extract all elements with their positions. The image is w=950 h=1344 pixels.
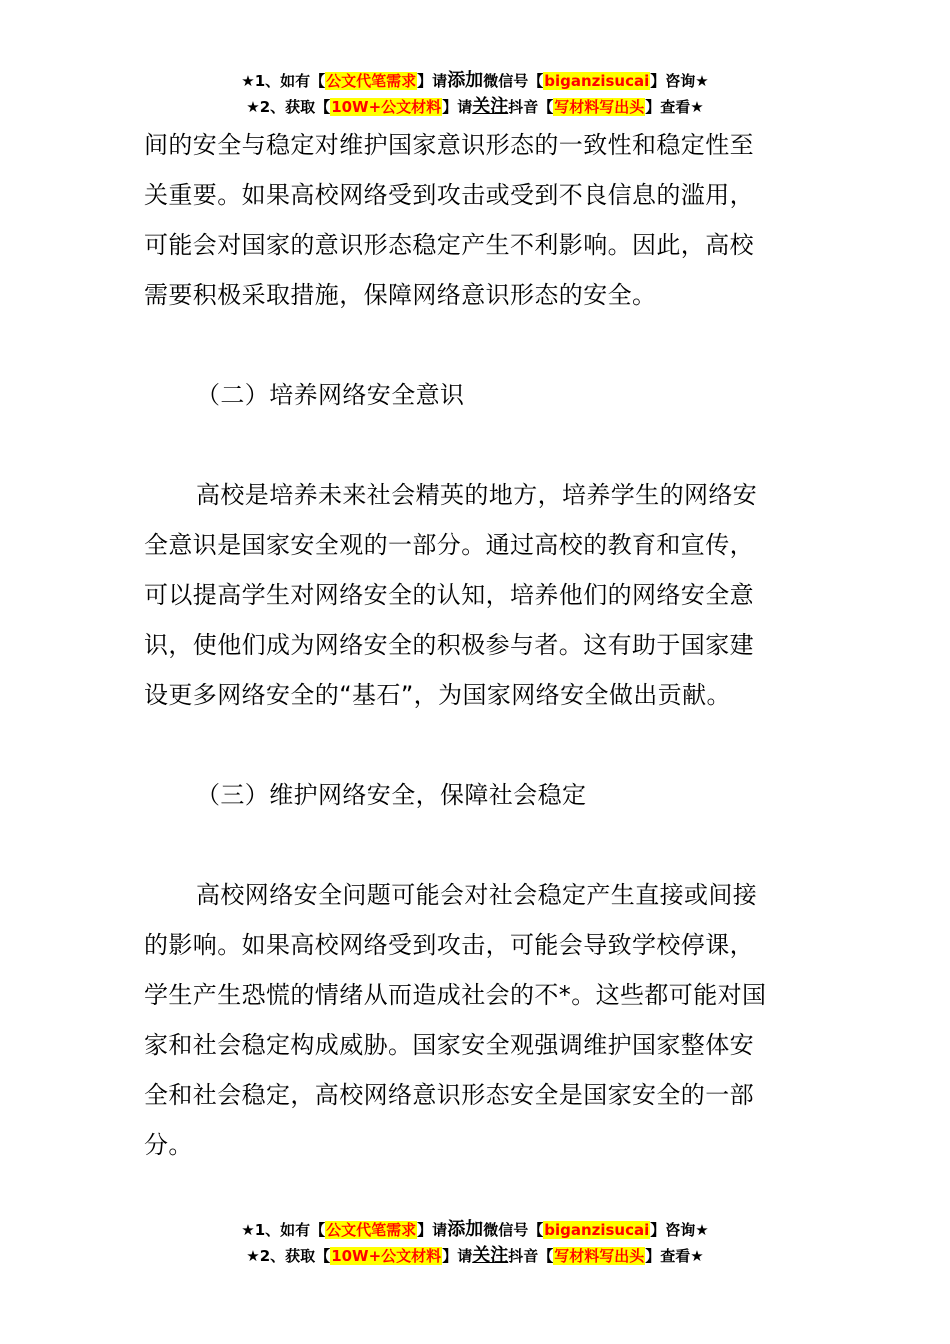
banner-text: ★2、获取【 bbox=[246, 1247, 331, 1265]
banner-highlight: 公文代笔需求 bbox=[326, 72, 417, 90]
document-body bbox=[144, 120, 808, 1170]
text-line: 高校是培养未来社会精英的地方，培养学生的网络安 bbox=[196, 481, 758, 509]
banner-highlight: biganzisucai bbox=[544, 72, 650, 90]
text-line: 分。 bbox=[144, 1131, 193, 1159]
blank-line bbox=[144, 720, 808, 770]
blank-line bbox=[144, 820, 808, 870]
banner-text: 】请 bbox=[417, 72, 448, 90]
header-banner bbox=[0, 68, 950, 120]
banner-text: 】咨询★ bbox=[650, 72, 709, 90]
banner-text: ★2、获取【 bbox=[246, 98, 331, 116]
banner-line-2 bbox=[0, 1243, 950, 1269]
text-line: 全和社会稳定，高校网络意识形态安全是国家安全的一部 bbox=[144, 1081, 754, 1109]
section-heading: （二）培养网络安全意识 bbox=[196, 381, 465, 409]
banner-emphasis: 关注 bbox=[472, 1245, 509, 1266]
text-line: 可能会对国家的意识形态稳定产生不利影响。因此，高校 bbox=[144, 231, 754, 259]
text-line: 家和社会稳定构成威胁。国家安全观强调维护国家整体安 bbox=[144, 1031, 754, 1059]
text-line: 关重要。如果高校网络受到攻击或受到不良信息的滥用， bbox=[144, 181, 754, 209]
text-line: 可以提高学生对网络安全的认知，培养他们的网络安全意 bbox=[144, 581, 754, 609]
banner-highlight: 公文代笔需求 bbox=[326, 1221, 417, 1239]
banner-text: 】请 bbox=[417, 1221, 448, 1239]
banner-text: 抖音【 bbox=[508, 98, 554, 116]
text-line: 的影响。如果高校网络受到攻击，可能会导致学校停课， bbox=[144, 931, 754, 959]
banner-text: 】请 bbox=[442, 98, 473, 116]
banner-text: 微信号【 bbox=[483, 1221, 544, 1239]
banner-highlight: 写材料写出头 bbox=[554, 98, 645, 116]
banner-text: 微信号【 bbox=[483, 72, 544, 90]
text-line: 全意识是国家安全观的一部分。通过高校的教育和宣传， bbox=[144, 531, 754, 559]
text-line: 设更多网络安全的“基石”，为国家网络安全做出贡献。 bbox=[144, 681, 731, 709]
footer-banner bbox=[0, 1217, 950, 1269]
text-line: 高校网络安全问题可能会对社会稳定产生直接或间接 bbox=[196, 881, 758, 909]
banner-text: 】请 bbox=[442, 1247, 473, 1265]
banner-line-1 bbox=[0, 68, 950, 94]
banner-highlight: biganzisucai bbox=[544, 1221, 650, 1239]
banner-line-1 bbox=[0, 1217, 950, 1243]
text-line: 识，使他们成为网络安全的积极参与者。这有助于国家建 bbox=[144, 631, 754, 659]
banner-highlight: 写材料写出头 bbox=[554, 1247, 645, 1265]
banner-text: 抖音【 bbox=[508, 1247, 554, 1265]
banner-text: 】查看★ bbox=[645, 98, 704, 116]
banner-emphasis: 添加 bbox=[447, 70, 484, 91]
banner-line-2 bbox=[0, 94, 950, 120]
banner-text: ★1、如有【 bbox=[241, 1221, 326, 1239]
banner-text: 】查看★ bbox=[645, 1247, 704, 1265]
section-heading: （三）维护网络安全，保障社会稳定 bbox=[196, 781, 587, 809]
banner-emphasis: 关注 bbox=[472, 96, 509, 117]
text-line: 需要积极采取措施，保障网络意识形态的安全。 bbox=[144, 281, 657, 309]
banner-highlight: 10W+公文材料 bbox=[331, 98, 442, 116]
blank-line bbox=[144, 420, 808, 470]
banner-text: 】咨询★ bbox=[650, 1221, 709, 1239]
text-line: 学生产生恐慌的情绪从而造成社会的不*。这些都可能对国 bbox=[144, 981, 767, 1009]
text-line: 间的安全与稳定对维护国家意识形态的一致性和稳定性至 bbox=[144, 131, 754, 159]
blank-line bbox=[144, 320, 808, 370]
banner-text: ★1、如有【 bbox=[241, 72, 326, 90]
banner-highlight: 10W+公文材料 bbox=[331, 1247, 442, 1265]
banner-emphasis: 添加 bbox=[447, 1219, 484, 1240]
